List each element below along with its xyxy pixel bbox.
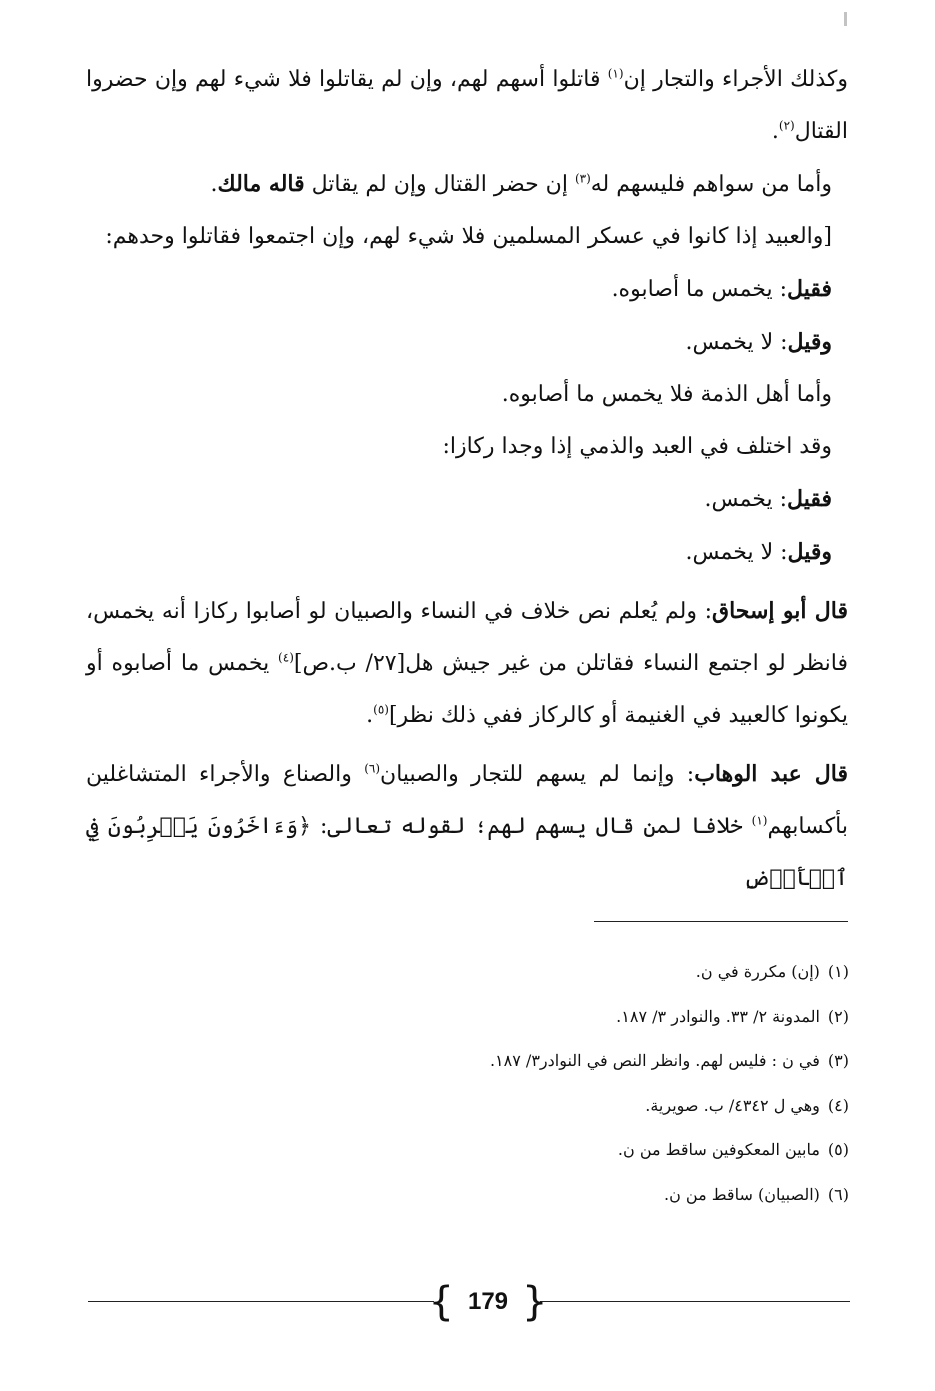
footer-rule-left	[88, 1301, 434, 1302]
bold-label: وقيل	[787, 539, 832, 565]
bold-label: وقيل	[787, 329, 832, 355]
text-run: : ولم يُعلم نص خلاف في النساء والصبيان لو أصابوا ركازا أنه يخمس، فانظر لو اجتمع النساء فقاتلن من غير جيش هل[٢٧/ ب.ص]	[86, 599, 848, 676]
footnote	[189, 995, 849, 1040]
text-run: إن حضر القتال وإن لم يقاتل	[304, 172, 575, 197]
bold-label: قال عبد الوهاب	[694, 761, 848, 787]
bold-label: قال أبو إسحاق	[712, 598, 848, 624]
text-run: وأما من سواهم فليسهم له	[590, 172, 832, 197]
text-run: : يخمس.	[704, 487, 788, 512]
paragraph	[86, 585, 848, 742]
footnote-text: مابين المعكوفين ساقط من ن.	[617, 1140, 820, 1159]
footnote-marker: (١)	[751, 813, 768, 828]
text-run: خلافا لمن قال يسهم لهم؛ لقوله تعالى: ﴿وَءَاخَرُونَ يَضۡرِبُونَ فِي ٱلۡأَرۡضِ	[86, 814, 848, 891]
text-run: [والعبيد إذا كانوا في عسكر المسلمين فلا شيء لهم، وإن اجتمعوا فقاتلوا وحدهم:	[105, 224, 832, 249]
footnote-text: (إن) مكررة في ن.	[695, 962, 820, 981]
footnote-separator	[594, 921, 848, 922]
text-run: قاتلوا أسهم لهم، وإن لم يقاتلوا فلا شيء لهم وإن حضروا القتال	[86, 67, 848, 144]
footnote-marker: (٤)	[278, 650, 294, 665]
bold-label: فقيل	[787, 276, 832, 302]
footnote	[189, 1128, 849, 1173]
footnote-text: (الصبيان) ساقط من ن.	[663, 1184, 820, 1204]
footnote-marker: (٥)	[373, 702, 389, 717]
paragraph	[86, 158, 848, 211]
footnote	[189, 1084, 849, 1129]
right-bracket-icon: }	[522, 1279, 548, 1325]
text-run: : لا يخمس.	[685, 330, 788, 355]
footnote-marker: (٦)	[364, 761, 381, 776]
footnote-number: (٤)	[827, 1095, 849, 1115]
footnote	[189, 1173, 849, 1218]
text-run: .	[210, 172, 218, 197]
text-run: .	[771, 119, 779, 144]
footnote	[189, 1039, 849, 1084]
text-run: : وإنما لم يسهم للتجار والصبيان	[380, 762, 695, 787]
main-text	[86, 48, 848, 905]
left-bracket-icon: {	[428, 1279, 454, 1325]
text-run: وأما أهل الذمة فلا يخمس ما أصابوه.	[501, 382, 832, 407]
scan-speck	[844, 12, 847, 26]
footnote-text: وهي ل ٤٣٤٢/ ب. صويرية.	[645, 1095, 820, 1115]
paragraph	[86, 316, 848, 369]
footnote-text: في ن : فليس لهم. وانظر النص في النوادر٣/ ١٨٧.	[489, 1051, 820, 1070]
page-number-box	[428, 1279, 548, 1325]
footnotes	[189, 950, 849, 1217]
text-run: : يخمس ما أصابوه.	[611, 277, 788, 302]
paragraph	[86, 748, 848, 905]
paragraph	[86, 369, 848, 421]
paragraph	[86, 526, 848, 579]
footnote-marker: (١)	[607, 66, 624, 81]
paragraph	[86, 54, 848, 158]
bold-label: فقيل	[787, 486, 832, 512]
bold-label: قاله مالك	[217, 171, 305, 197]
footnote-number: (٥)	[827, 1140, 849, 1159]
footnote-text: المدونة ٢/ ٣٣. والنوادر ٣/ ١٨٧.	[616, 1006, 820, 1026]
text-run: : لا يخمس.	[685, 540, 788, 565]
paragraph	[86, 473, 848, 526]
paragraph	[86, 211, 848, 263]
paragraph	[86, 421, 848, 473]
footnote-marker: (٢)	[778, 118, 795, 133]
paragraph	[86, 263, 848, 316]
footer-rule-right	[540, 1301, 850, 1302]
page-number: 179	[467, 1288, 509, 1315]
text-run: وقد اختلف في العبد والذمي إذا وجدا ركازا:	[442, 434, 832, 459]
text-run: وكذلك الأجراء والتجار إن	[623, 67, 848, 92]
footnote-number: (١)	[827, 962, 849, 981]
footnote-number: (٢)	[827, 1006, 849, 1026]
footnote-number: (٣)	[827, 1051, 849, 1070]
footnote-number: (٦)	[827, 1184, 849, 1204]
footnote-marker: (٣)	[574, 171, 591, 186]
footnote	[189, 950, 849, 995]
text-run: والصناع والأجراء المتشاغلين بأكسابهم	[86, 762, 848, 839]
text-run: .	[366, 703, 374, 728]
text-run: يخمس ما أصابوه أو يكونوا كالعبيد في الغنيمة أو كالركاز ففي ذلك نظر]	[86, 651, 848, 728]
